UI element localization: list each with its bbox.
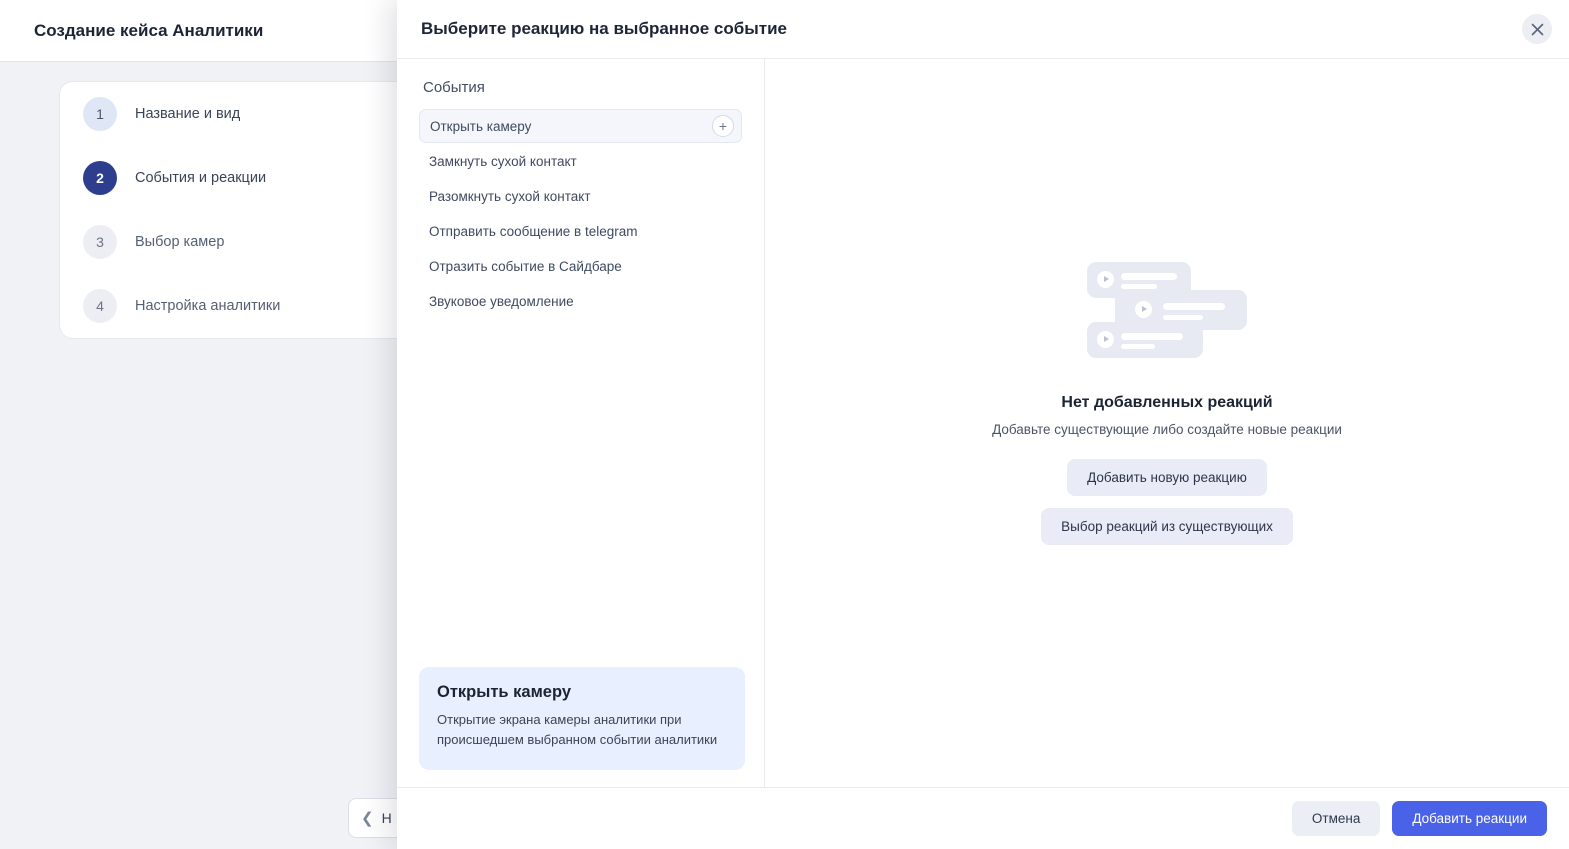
step-1-number: 1 bbox=[83, 97, 117, 131]
event-label: Замкнуть сухой контакт bbox=[429, 153, 577, 169]
event-label: Отправить сообщение в telegram bbox=[429, 223, 638, 239]
step-2-label: События и реакции bbox=[135, 170, 267, 186]
list-item[interactable] bbox=[419, 284, 742, 318]
close-icon[interactable] bbox=[1522, 14, 1552, 44]
pick-existing-reaction-button[interactable]: Выбор реакций из существующих bbox=[1041, 508, 1293, 545]
step-3-number: 3 bbox=[83, 225, 117, 259]
modal-footer bbox=[397, 787, 1569, 849]
empty-state-title: Нет добавленных реакций bbox=[1061, 393, 1273, 411]
step-1-label: Название и вид bbox=[135, 106, 241, 122]
event-label: Разомкнуть сухой контакт bbox=[429, 188, 591, 204]
list-item[interactable] bbox=[419, 144, 742, 178]
list-item[interactable] bbox=[419, 214, 742, 248]
list-item[interactable] bbox=[419, 109, 742, 143]
empty-state-subtitle: Добавьте существующие либо создайте новые реакции bbox=[992, 421, 1342, 437]
step-4-number: 4 bbox=[83, 289, 117, 323]
reactions-panel bbox=[765, 59, 1569, 787]
modal-title: Выберите реакцию на выбранное событие bbox=[421, 19, 787, 38]
chevron-left-icon: ❮ bbox=[361, 810, 374, 827]
add-new-reaction-button[interactable]: Добавить новую реакцию bbox=[1067, 459, 1267, 496]
list-item[interactable] bbox=[419, 249, 742, 283]
step-4-label: Настройка аналитики bbox=[135, 298, 281, 314]
event-description-text: Открытие экрана камеры аналитики при происшедшем выбранном событии аналитики bbox=[437, 711, 718, 747]
event-description-title: Открыть камеру bbox=[437, 682, 572, 701]
step-2-number: 2 bbox=[83, 161, 117, 195]
event-label: Открыть камеру bbox=[430, 118, 532, 134]
list-item[interactable] bbox=[419, 179, 742, 213]
page-title: Создание кейса Аналитики bbox=[34, 20, 264, 40]
events-panel bbox=[397, 59, 765, 787]
modal-header bbox=[397, 0, 1569, 59]
cancel-button[interactable]: Отмена bbox=[1292, 801, 1380, 836]
plus-icon[interactable]: + bbox=[712, 115, 734, 137]
video-cards-icon bbox=[1087, 250, 1247, 370]
select-reaction-modal bbox=[397, 0, 1569, 849]
empty-state bbox=[992, 250, 1342, 557]
add-reactions-button[interactable]: Добавить реакции bbox=[1392, 801, 1547, 836]
back-button-label: Н bbox=[381, 810, 392, 826]
event-description-card bbox=[419, 667, 745, 770]
event-label: Звуковое уведомление bbox=[429, 293, 574, 309]
events-list bbox=[397, 109, 764, 319]
modal-body bbox=[397, 59, 1569, 787]
step-3-label: Выбор камер bbox=[135, 234, 225, 250]
event-label: Отразить событие в Сайдбаре bbox=[429, 258, 622, 274]
events-heading: События bbox=[423, 79, 485, 96]
